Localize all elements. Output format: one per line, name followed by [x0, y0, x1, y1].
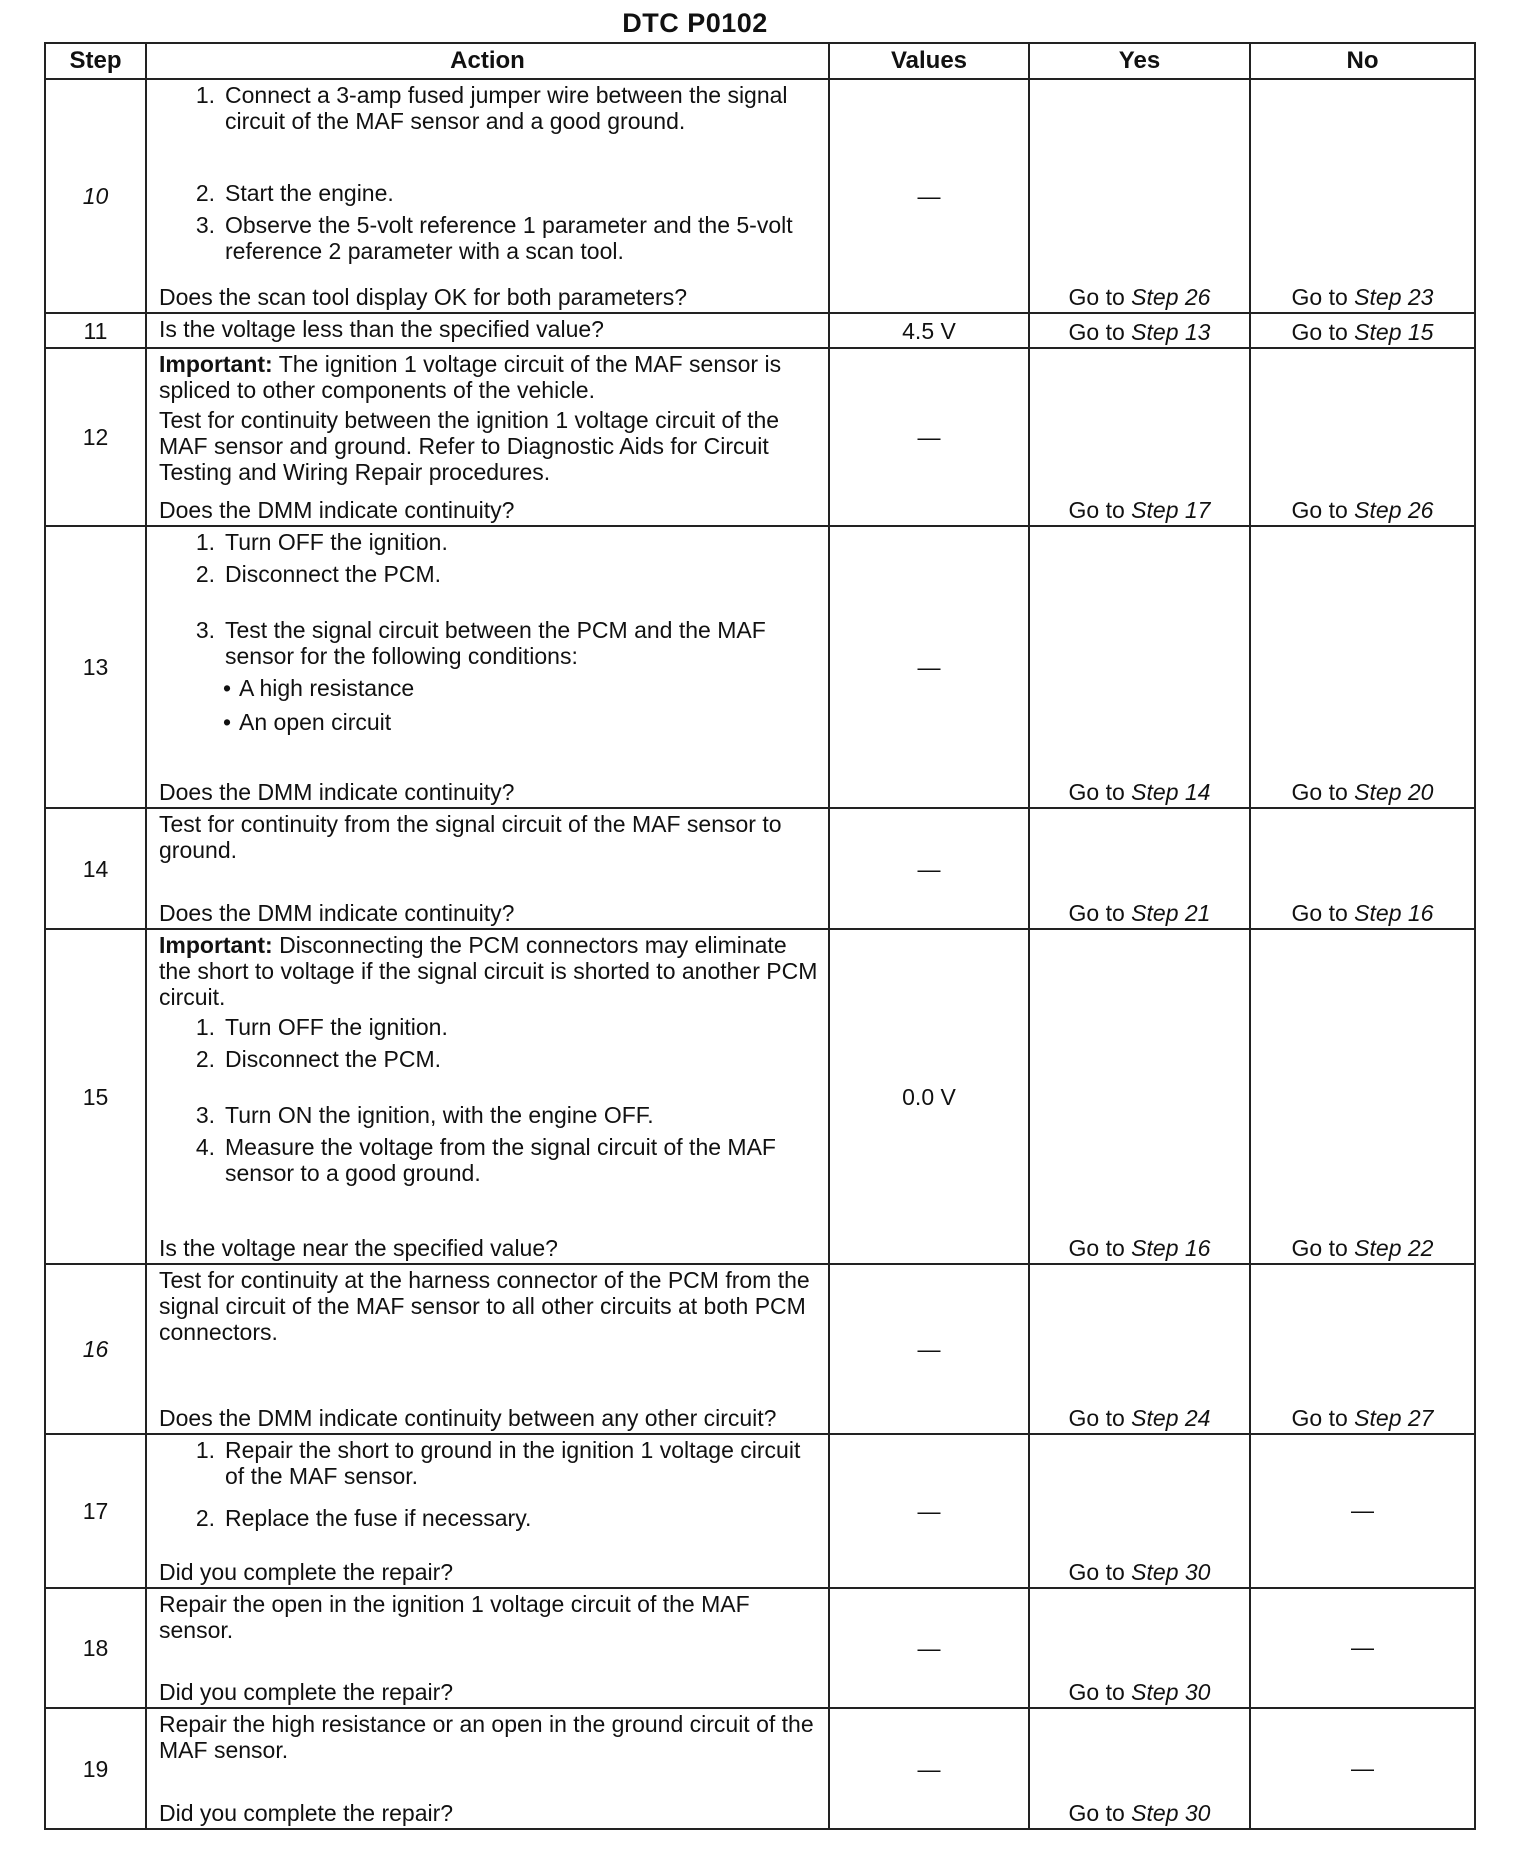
list-item: 2. Disconnect the PCM.	[195, 561, 442, 587]
yes-cell: Go to Step 30	[1029, 1588, 1250, 1708]
step-number: 15	[45, 929, 146, 1264]
bullet-item: • An open circuit	[222, 709, 392, 735]
value-cell: —	[829, 1264, 1029, 1434]
yes-cell: Go to Step 17	[1029, 348, 1250, 526]
action-cell	[146, 1708, 829, 1829]
question-text: Does the DMM indicate continuity?	[159, 497, 515, 523]
table-row	[45, 929, 1475, 1264]
question-text: Is the voltage near the specified value?	[159, 1235, 558, 1261]
value-cell: —	[829, 348, 1029, 526]
list-item: 2. Replace the fuse if necessary.	[195, 1505, 532, 1531]
diagnostic-table	[44, 42, 1476, 1830]
action-cell	[146, 808, 829, 929]
list-item: 2. Start the engine.	[195, 180, 394, 206]
list-item: 1. Repair the short to ground in the ignition 1 voltage circuit of the MAF sensor.	[195, 1437, 801, 1489]
action-cell	[146, 1434, 829, 1588]
header-yes: Yes	[1029, 43, 1250, 79]
list-item: 1. Turn OFF the ignition.	[195, 529, 448, 555]
step-number: 10	[45, 79, 146, 313]
instruction-text: Repair the open in the ignition 1 voltage circuit of the MAF sensor.	[159, 1591, 750, 1643]
list-item: 1. Connect a 3-amp fused jumper wire between the signal circuit of the MAF sensor and a good ground.	[195, 82, 788, 134]
step-number: 16	[45, 1264, 146, 1434]
no-cell: Go to Step 20	[1250, 526, 1475, 808]
list-item: 4. Measure the voltage from the signal circuit of the MAF sensor to a good ground.	[195, 1134, 776, 1186]
table-row	[45, 313, 1475, 348]
action-cell	[146, 526, 829, 808]
header-values: Values	[829, 43, 1029, 79]
instruction-text: Test for continuity at the harness connector of the PCM from the signal circuit of the MAF sensor to all other circuits at both PCM connectors.	[159, 1267, 810, 1345]
instruction-text: Repair the high resistance or an open in the ground circuit of the MAF sensor.	[159, 1711, 814, 1763]
no-cell: Go to Step 27	[1250, 1264, 1475, 1434]
step-number: 13	[45, 526, 146, 808]
table-row	[45, 1264, 1475, 1434]
no-cell: Go to Step 26	[1250, 348, 1475, 526]
value-cell: —	[829, 526, 1029, 808]
table-row	[45, 808, 1475, 929]
value-cell: —	[829, 1588, 1029, 1708]
no-cell: —	[1250, 1434, 1475, 1588]
table-row	[45, 348, 1475, 526]
value-cell: 4.5 V	[829, 313, 1029, 348]
step-number: 12	[45, 348, 146, 526]
question-text: Did you complete the repair?	[159, 1559, 454, 1585]
no-cell: Go to Step 16	[1250, 808, 1475, 929]
action-cell	[146, 313, 829, 348]
no-cell: —	[1250, 1588, 1475, 1708]
list-item: 3. Observe the 5-volt reference 1 parameter and the 5-volt reference 2 parameter with a scan tool.	[195, 212, 793, 264]
bullet-item: • A high resistance	[222, 675, 415, 701]
header-action: Action	[146, 43, 829, 79]
page-title: DTC P0102	[622, 8, 768, 38]
yes-cell: Go to Step 24	[1029, 1264, 1250, 1434]
value-cell: —	[829, 808, 1029, 929]
table-row	[45, 1588, 1475, 1708]
step-number: 14	[45, 808, 146, 929]
list-item: 1. Turn OFF the ignition.	[195, 1014, 448, 1040]
value-cell: —	[829, 1434, 1029, 1588]
list-item: 3. Turn ON the ignition, with the engine OFF.	[195, 1102, 654, 1128]
question-text: Does the DMM indicate continuity?	[159, 900, 515, 926]
step-number: 11	[45, 313, 146, 348]
yes-cell: Go to Step 21	[1029, 808, 1250, 929]
step-number: 17	[45, 1434, 146, 1588]
step-number: 18	[45, 1588, 146, 1708]
header-step: Step	[45, 43, 146, 79]
value-cell: —	[829, 79, 1029, 313]
action-cell	[146, 1588, 829, 1708]
yes-cell: Go to Step 16	[1029, 929, 1250, 1264]
instruction-text: Test for continuity from the signal circuit of the MAF sensor to ground.	[159, 811, 782, 863]
yes-cell: Go to Step 26	[1029, 79, 1250, 313]
header-row	[45, 43, 1475, 79]
yes-cell: Go to Step 30	[1029, 1708, 1250, 1829]
no-cell: Go to Step 15	[1250, 313, 1475, 348]
question-text: Is the voltage less than the specified value?	[159, 316, 604, 342]
value-cell: 0.0 V	[829, 929, 1029, 1264]
important-note: Important: The ignition 1 voltage circuit of the MAF sensor is spliced to other components of the vehicle.	[159, 351, 782, 403]
question-text: Does the DMM indicate continuity?	[159, 779, 515, 805]
no-cell: Go to Step 23	[1250, 79, 1475, 313]
table-row	[45, 1708, 1475, 1829]
step-number: 19	[45, 1708, 146, 1829]
list-item: 2. Disconnect the PCM.	[195, 1046, 442, 1072]
yes-cell: Go to Step 30	[1029, 1434, 1250, 1588]
yes-cell: Go to Step 13	[1029, 313, 1250, 348]
yes-cell: Go to Step 14	[1029, 526, 1250, 808]
action-cell	[146, 79, 829, 313]
table-row	[45, 79, 1475, 313]
important-note: Important: Disconnecting the PCM connectors may eliminate the short to voltage if the signal circuit is shorted to another PCM circuit.	[159, 932, 818, 1010]
question-text: Does the DMM indicate continuity between any other circuit?	[159, 1405, 777, 1431]
action-cell	[146, 348, 829, 526]
no-cell: —	[1250, 1708, 1475, 1829]
no-cell: Go to Step 22	[1250, 929, 1475, 1264]
instruction-text: Test for continuity between the ignition 1 voltage circuit of the MAF sensor and ground. Refer to Diagnostic Aids for Circuit Testing and Wiring Repair procedures.	[159, 407, 780, 485]
header-no: No	[1250, 43, 1475, 79]
list-item: 3. Test the signal circuit between the PCM and the MAF sensor for the following conditions:	[195, 617, 766, 669]
question-text: Did you complete the repair?	[159, 1679, 454, 1705]
value-cell: —	[829, 1708, 1029, 1829]
table-row	[45, 526, 1475, 808]
action-cell	[146, 1264, 829, 1434]
action-cell	[146, 929, 829, 1264]
question-text: Did you complete the repair?	[159, 1800, 454, 1826]
table-row	[45, 1434, 1475, 1588]
question-text: Does the scan tool display OK for both parameters?	[159, 284, 688, 310]
